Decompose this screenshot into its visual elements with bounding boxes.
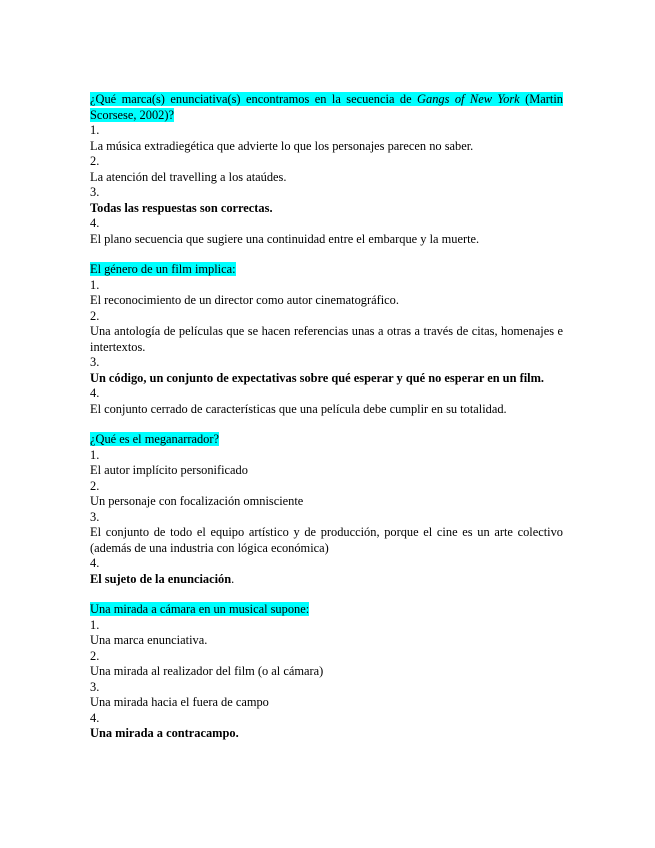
option-text: Una mirada hacia el fuera de campo xyxy=(90,695,269,709)
option-number: 1. xyxy=(90,617,100,632)
option-number: 1. xyxy=(90,277,100,292)
correct-option-text: El sujeto de la enunciación xyxy=(90,571,232,586)
option-number: 1. xyxy=(90,123,100,137)
option-text: La música extradiegética que advierte lo que los personajes parecen no saber. xyxy=(90,138,474,153)
correct-option-text: Un código, un conjunto de expectativas sobre qué esperar y qué no esperar en un film. xyxy=(90,370,544,385)
question-text-part: (Martin Scorsese, 2002)? xyxy=(90,92,563,122)
option-suffix: . xyxy=(231,571,235,586)
option-text: Una marca enunciativa. xyxy=(90,633,208,647)
option-number: 2. xyxy=(90,154,100,168)
option-text: El reconocimiento de un director como autor cinematográfico. xyxy=(90,293,399,307)
option-number: 1. xyxy=(90,447,100,462)
question-block-2 xyxy=(90,262,563,417)
question-text: Una mirada a cámara en un musical supone: xyxy=(90,602,310,616)
option-number: 4. xyxy=(90,710,100,725)
option-number: 3. xyxy=(90,355,100,369)
question-text-wrap xyxy=(90,262,563,278)
question-text xyxy=(90,92,563,122)
question-text-wrap xyxy=(90,602,563,618)
option-number: 4. xyxy=(90,556,100,570)
option-number: 4. xyxy=(90,386,100,400)
option-number: 3. xyxy=(90,679,100,694)
question-block-1 xyxy=(90,92,563,247)
film-title: Gangs of New York xyxy=(417,92,520,106)
option-text: Una mirada al realizador del film (o al cámara) xyxy=(90,664,324,678)
option-number: 2. xyxy=(90,308,100,323)
option-text: La atención del travelling a los ataúdes. xyxy=(90,169,287,184)
correct-option-text: Una mirada a contracampo. xyxy=(90,726,239,740)
correct-option-line xyxy=(90,572,563,588)
option-text: El plano secuencia que sugiere una continuidad entre el embarque y la muerte. xyxy=(90,231,480,246)
correct-option-text: Todas las respuestas son correctas. xyxy=(90,200,273,215)
option-number: 2. xyxy=(90,648,100,663)
option-text: El conjunto cerrado de características que una película debe cumplir en su totalidad. xyxy=(90,401,507,416)
question-text: El género de un film implica: xyxy=(90,262,236,276)
question-block-3 xyxy=(90,432,563,587)
question-text: ¿Qué es el meganarrador? xyxy=(90,432,219,446)
option-number: 4. xyxy=(90,216,100,230)
option-number: 2. xyxy=(90,478,100,493)
option-number: 3. xyxy=(90,509,100,524)
option-text: El conjunto de todo el equipo artístico y de producción, porque el cine es un arte colectivo (además de una industria con lógica económica) xyxy=(90,525,563,555)
option-text: Un personaje con focalización omnisciente xyxy=(90,494,304,508)
option-text: Una antología de películas que se hacen referencias unas a otras a través de citas, homenajes e intertextos. xyxy=(90,324,563,354)
option-text: El autor implícito personificado xyxy=(90,463,248,477)
question-text-wrap xyxy=(90,432,563,448)
quiz-content xyxy=(90,92,563,757)
option-number: 3. xyxy=(90,185,100,199)
question-block-4 xyxy=(90,602,563,742)
question-text-wrap xyxy=(90,92,563,123)
question-text-part: ¿Qué marca(s) enunciativa(s) encontramos en la secuencia de xyxy=(90,92,418,106)
